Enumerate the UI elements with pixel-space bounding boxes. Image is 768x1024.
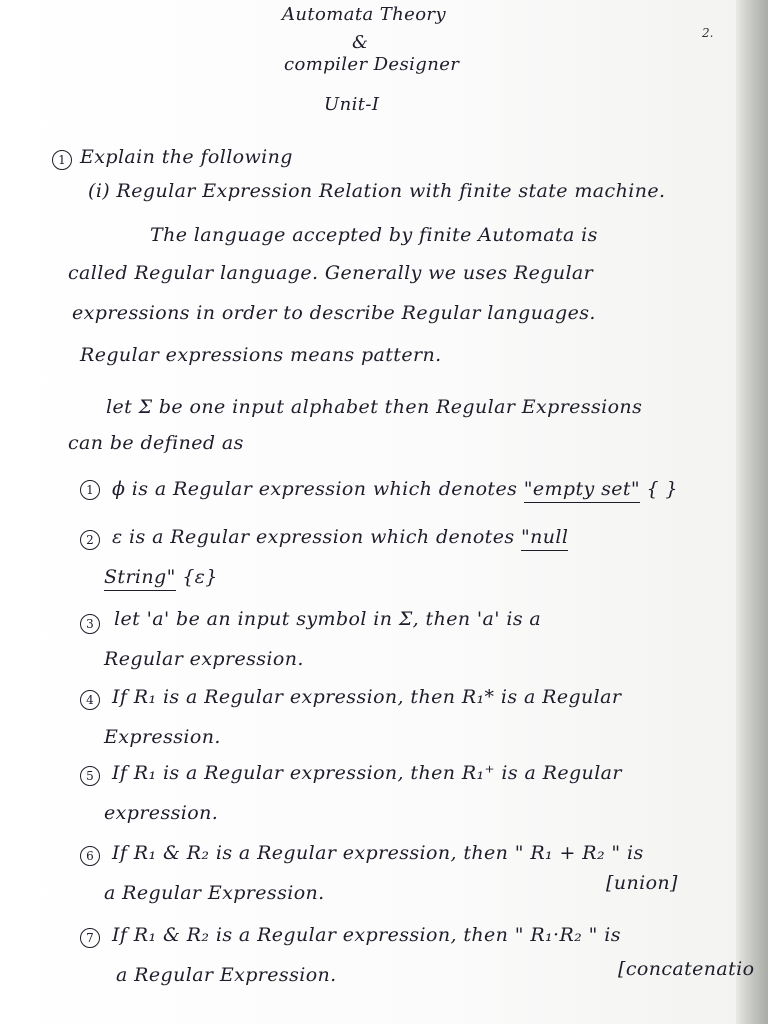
rule-text: Regular expression. bbox=[104, 648, 304, 670]
paragraph1-line: The language accepted by finite Automata is bbox=[150, 224, 598, 246]
rule-text: If R₁ is a Regular expression, then R₁⁺ is a Regular bbox=[112, 762, 622, 784]
rule-number: 1 bbox=[86, 483, 94, 497]
rule-number-circle bbox=[80, 846, 100, 866]
rule-number: 4 bbox=[86, 693, 94, 707]
rule-text: a Regular Expression. bbox=[116, 964, 337, 986]
rule-text: If R₁ & R₂ is a Regular expression, then " R₁ + R₂ " is bbox=[112, 842, 644, 864]
header-line-3: compiler Designer bbox=[284, 54, 460, 75]
header-line-2: & bbox=[352, 32, 369, 53]
rule-body: ε is a Regular expression which denotes bbox=[112, 526, 521, 548]
rule-number: 7 bbox=[86, 931, 94, 945]
rule-annotation: [union] bbox=[606, 872, 678, 894]
rule-text bbox=[104, 568, 218, 587]
paragraph2-line: let Σ be one input alphabet then Regular Expressions bbox=[106, 396, 643, 418]
question-number: 1 bbox=[58, 153, 66, 167]
rule-underlined-term: "empty set" bbox=[524, 478, 640, 503]
paragraph2-line: can be defined as bbox=[68, 432, 244, 454]
rule-text: If R₁ is a Regular expression, then R₁* is a Regular bbox=[112, 686, 622, 708]
rule-number: 5 bbox=[86, 769, 94, 783]
rule-number-circle bbox=[80, 614, 100, 634]
rule-tail: { } bbox=[640, 478, 678, 500]
page-edge-shadow bbox=[736, 0, 768, 1024]
rule-number-circle bbox=[80, 480, 100, 500]
rule-text: Expression. bbox=[104, 726, 221, 748]
rule-number: 2 bbox=[86, 533, 94, 547]
rule-text: let 'a' be an input symbol in Σ, then 'a' is a bbox=[114, 608, 542, 630]
rule-underlined-term: String" bbox=[104, 566, 176, 591]
rule-text bbox=[112, 480, 678, 499]
corner-mark: 2. bbox=[702, 26, 714, 40]
rule-number: 3 bbox=[86, 617, 94, 631]
rule-number-circle bbox=[80, 928, 100, 948]
header-line-1: Automata Theory bbox=[282, 4, 447, 25]
rule-number-circle bbox=[80, 690, 100, 710]
rule-text: If R₁ & R₂ is a Regular expression, then " R₁·R₂ " is bbox=[112, 924, 621, 946]
rule-number: 6 bbox=[86, 849, 94, 863]
rule-number-circle bbox=[80, 530, 100, 550]
rule-number-circle bbox=[80, 766, 100, 786]
paragraph1-line: Regular expressions means pattern. bbox=[80, 344, 442, 366]
question-subtitle: (i) Regular Expression Relation with finite state machine. bbox=[88, 180, 666, 202]
paragraph1-line: expressions in order to describe Regular languages. bbox=[72, 302, 596, 324]
unit-label: Unit-I bbox=[324, 94, 380, 115]
rule-annotation: [concatenatio bbox=[618, 958, 755, 980]
rule-tail: {ε} bbox=[175, 566, 218, 588]
rule-text: a Regular Expression. bbox=[104, 882, 325, 904]
rule-text bbox=[112, 528, 568, 547]
rule-body: ϕ is a Regular expression which denotes bbox=[112, 478, 524, 500]
paragraph1-line: called Regular language. Generally we uses Regular bbox=[68, 262, 594, 284]
question-number-circle bbox=[52, 150, 72, 170]
rule-text: expression. bbox=[104, 802, 219, 824]
rule-underlined-term: "null bbox=[521, 526, 568, 551]
question-title: Explain the following bbox=[80, 146, 293, 168]
